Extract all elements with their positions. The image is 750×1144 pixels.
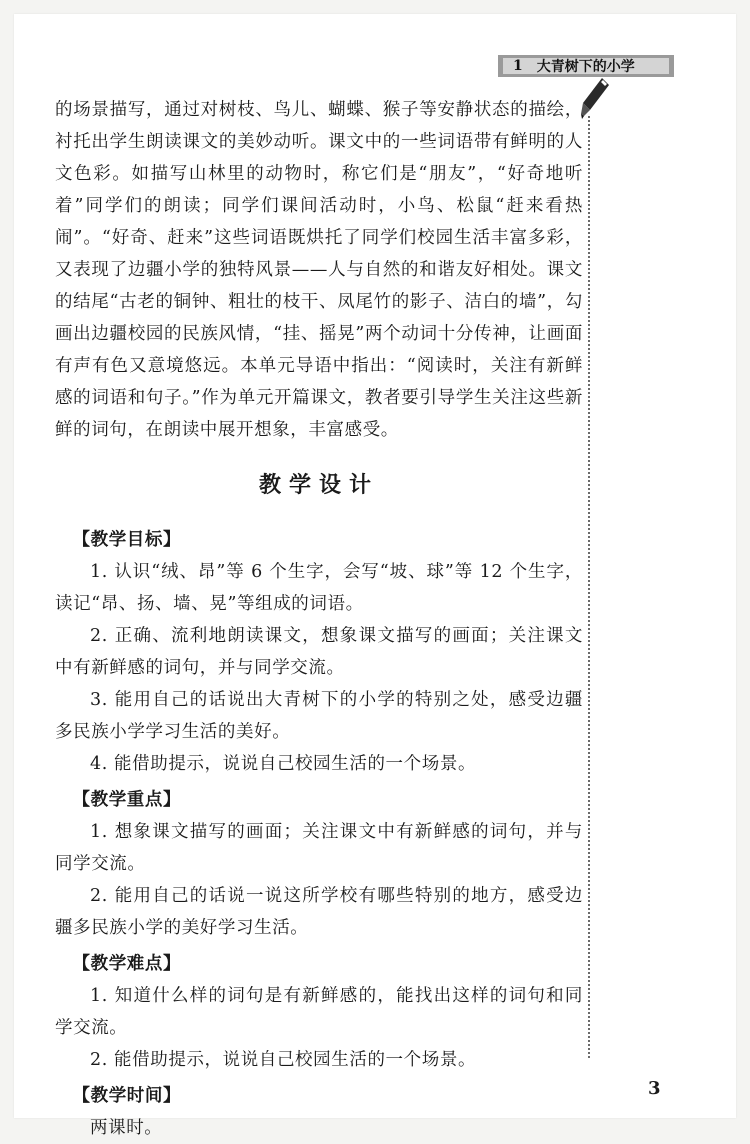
objectives-heading: 【教学目标】 [72, 530, 182, 550]
objective-item-3: 3. 能用自己的话说出大青树下的小学的特别之处，感受边疆多民族小学学习生活的美好。 [55, 690, 583, 742]
key-point-item-1: 1. 想象课文描写的画面；关注课文中有新鲜感的词句，并与同学交流。 [55, 822, 583, 874]
page-number: 3 [648, 1078, 661, 1099]
objective-item-2: 2. 正确、流利地朗读课文，想象课文描写的画面；关注课文中有新鲜感的词句，并与同学交流。 [55, 626, 583, 678]
objective-item-1: 1. 认识“绒、昂”等 6 个生字，会写“坡、球”等 12 个生字，读记“昂、扬、墙、晃”等组成的词语。 [55, 562, 583, 614]
margin-dotted-rule [588, 116, 590, 1058]
section-title: 教学设计 [258, 473, 379, 498]
difficulty-item-2: 2. 能借助提示，说说自己校园生活的一个场景。 [90, 1050, 477, 1070]
intro-paragraph: 的场景描写，通过对树枝、鸟儿、蝴蝶、猴子等安静状态的描绘，衬托出学生朗读课文的美妙动听。课文中的一些词语带有鲜明的人文色彩。如描写山林里的动物时，称它们是“朋友”，“好奇地听着”同学们的朗读；同学们课间活动时，小鸟、松鼠“赶来看热闹”。“好奇、赶来”这些词语既烘托了同学们校园生活丰富多彩，又表现了边疆小学的独特风景——人与自然的和谐友好相处。课文的结尾“古老的铜钟、粗壮的枝干、凤尾竹的影子、洁白的墙”，勾画出边疆校园的民族风情，“挂、摇晃”两个动词十分传神，让画面有声有色又意境悠远。本单元导语中指出：“阅读时，关注有新鲜感的词语和句子。”作为单元开篇课文，教者要引导学生关注这些新鲜的词句，在朗读中展开想象，丰富感受。 [55, 100, 583, 440]
duration-heading: 【教学时间】 [72, 1086, 182, 1106]
difficulties-heading: 【教学难点】 [72, 954, 182, 974]
chapter-title: 大青树下的小学 [536, 59, 635, 75]
chapter-header [498, 55, 674, 77]
key-point-item-2: 2. 能用自己的话说一说这所学校有哪些特别的地方，感受边疆多民族小学的美好学习生活。 [55, 886, 583, 938]
page-content [55, 94, 583, 1144]
objective-item-4: 4. 能借助提示，说说自己校园生活的一个场景。 [90, 754, 477, 774]
pen-icon [580, 76, 610, 120]
key-points-heading: 【教学重点】 [72, 790, 182, 810]
duration-text: 两课时。 [90, 1118, 163, 1138]
difficulty-item-1: 1. 知道什么样的词句是有新鲜感的，能找出这样的词句和同学交流。 [55, 986, 583, 1038]
chapter-number: 1 [513, 58, 523, 74]
